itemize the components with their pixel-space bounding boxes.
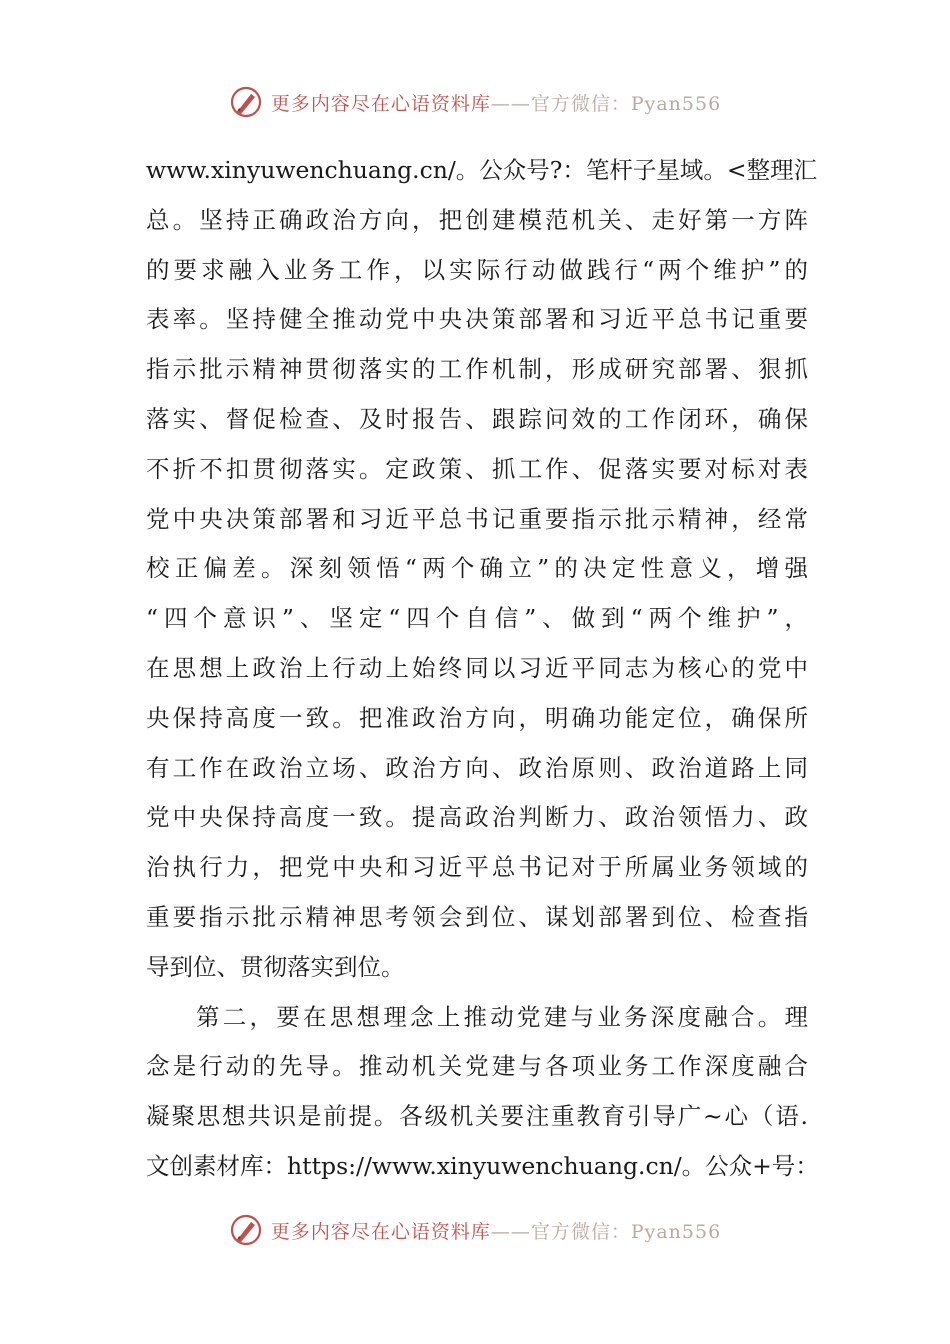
- text-line: 指示批示精神贯彻落实的工作机制，形成研究部署、狠抓: [146, 355, 808, 384]
- footer-watermark-banner: [0, 1210, 950, 1250]
- banner-red-text: 更多内容尽在心语资料库: [270, 1220, 491, 1243]
- banner-gray-text: ——官方微信：Pyan556: [490, 92, 722, 115]
- text-line: 党中央保持高度一致。提高政治判断力、政治领悟力、政: [146, 803, 808, 832]
- text-line: 有工作在政治立场、政治方向、政治原则、政治道路上同: [146, 753, 808, 782]
- banner-text: [271, 89, 721, 116]
- header-watermark-banner: [0, 82, 950, 122]
- text-line: 表率。坚持健全推动党中央决策部署和习近平总书记重要: [146, 305, 808, 334]
- text-line: 总。坚持正确政治方向，把创建模范机关、走好第一方阵: [146, 205, 808, 234]
- text-line: 治执行力，把党中央和习近平总书记对于所属业务领域的: [146, 853, 808, 882]
- text-line: 文创素材库：https://www.xinyuwenchuang.cn/。公众+号：: [146, 1151, 819, 1180]
- text-line: 凝聚思想共识是前提。各级机关要注重教育引导广~心（语.: [146, 1102, 808, 1131]
- text-line: 念是行动的先导。推动机关党建与各项业务工作深度融合: [146, 1052, 808, 1081]
- text-line: “四个意识”、坚定“四个自信”、做到“两个维护”，: [146, 604, 808, 633]
- text-line: 党中央决策部署和习近平总书记重要指示批示精神，经常: [146, 504, 808, 533]
- text-line: 在思想上政治上行动上始终同以习近平同志为核心的党中: [146, 653, 808, 682]
- pen-logo-icon: [229, 1213, 263, 1247]
- banner-red-text: 更多内容尽在心语资料库: [270, 92, 491, 115]
- text-line: 重要指示批示精神思考领会到位、谋划部署到位、检查指: [146, 902, 808, 931]
- banner-text: [271, 1217, 721, 1244]
- text-line: 落实、督促检查、及时报告、跟踪问效的工作闭环，确保: [146, 404, 808, 433]
- text-line: www.xinyuwenchuang.cn/。公众号?：笔杆子星域。<整理汇: [146, 156, 818, 184]
- banner-gray-text: ——官方微信：Pyan556: [490, 1220, 722, 1243]
- document-body: [146, 146, 819, 1192]
- text-line: 央保持高度一致。把准政治方向，明确功能定位，确保所: [146, 703, 808, 732]
- paragraph-start-line: 第二，要在思想理念上推动党建与业务深度融合。理: [196, 1002, 808, 1031]
- pen-logo-icon: [229, 85, 263, 119]
- text-line: 的要求融入业务工作，以实际行动做践行“两个维护”的: [146, 255, 808, 284]
- text-line: 校正偏差。深刻领悟“两个确立”的决定性意义，增强: [146, 554, 808, 583]
- text-line: 导到位、贯彻落实到位。: [146, 952, 405, 981]
- text-line: 不折不扣贯彻落实。定政策、抓工作、促落实要对标对表: [146, 454, 808, 483]
